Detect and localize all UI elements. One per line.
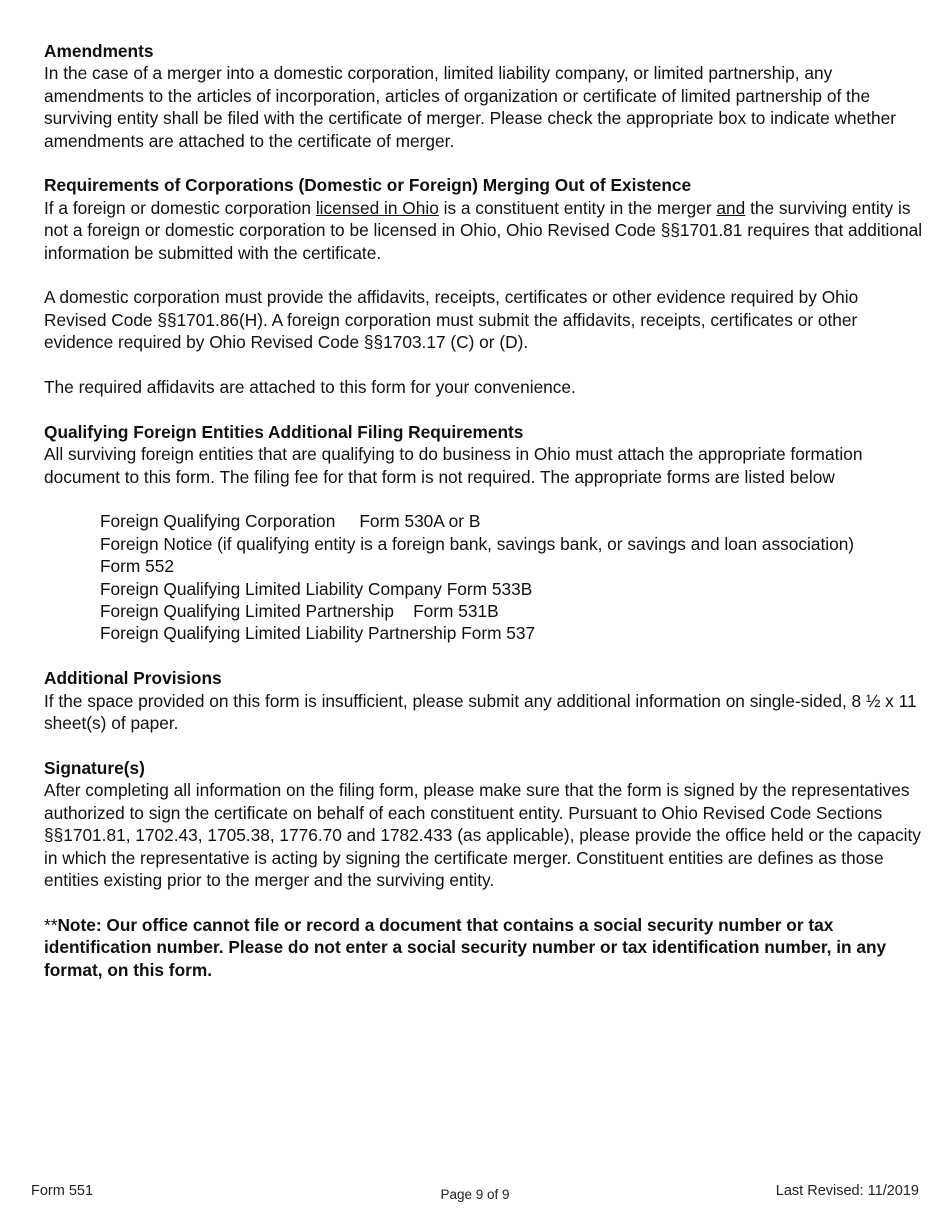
- footer-form-number: Form 551: [31, 1183, 94, 1199]
- requirements-section: [44, 174, 924, 398]
- foreign-forms-list: [44, 510, 924, 644]
- footer-page-number: Page 9 of 9: [440, 1187, 510, 1202]
- foreign-entities-text: All surviving foreign entities that are qualifying to do business in Ohio must attach the appropriate formation document to this form. The filing fee for that form is not required. The appropriate forms are listed below: [44, 444, 863, 487]
- list-item: Foreign Qualifying Limited Liability Company Form 533B: [100, 578, 533, 599]
- note-asterisks: **: [44, 914, 58, 935]
- additional-provisions-section: [44, 667, 924, 734]
- requirements-paragraph-1: If a foreign or domestic corporation licensed in Ohio is a constituent entity in the merger and the surviving entity is not a foreign or domestic corporation to be licensed in Ohio, Ohio Revised Code §§1701.81 requires that additional information be submitted with the certificate.: [44, 197, 923, 263]
- signatures-heading: Signature(s): [44, 757, 145, 778]
- list-item: Foreign Qualifying Limited Partnership Form 531B: [100, 601, 499, 622]
- additional-provisions-heading: Additional Provisions: [44, 668, 222, 689]
- additional-provisions-text: If the space provided on this form is insufficient, please submit any additional information on single-sided, 8 ½ x 11 sheet(s) of paper.: [44, 690, 917, 734]
- list-item: Foreign Qualifying Corporation Form 530A or B: [100, 511, 481, 532]
- list-item: Form 552: [100, 556, 174, 577]
- requirements-paragraph-2: A domestic corporation must provide the affidavits, receipts, certificates or other evidence required by Ohio Revised Code §§1701.86(H). A foreign corporation must submit the affidavits, receipts, certificates or other evidence required by Ohio Revised Code §§1703.17 (C) or (D).: [44, 287, 859, 353]
- requirements-paragraph-3: The required affidavits are attached to this form for your convenience.: [44, 377, 576, 398]
- amendments-text: In the case of a merger into a domestic corporation, limited liability company, or limited partnership, any amendments to the articles of incorporation, articles of organization or certificate of limited partnership of the surviving entity shall be filed with the certificate of merger. Please check the appropriate box to indicate whether amendments are attached to the certificate of merger.: [44, 63, 897, 151]
- list-item: Foreign Qualifying Limited Liability Partnership Form 537: [100, 623, 536, 644]
- signatures-section: [44, 757, 924, 891]
- signatures-text: After completing all information on the filing form, please make sure that the form is signed by the representatives authorized to sign the certificate on behalf of each constituent entity. Pursuant to Ohio Revised Code Sections §§1701.81, 1702.43, 1705.38, 1776.70 and 1782.433 (as applicable), please provide the office held or the capacity in which the representative is acting by signing the certificate merger. Constituent entities are defines as those entities existing prior to the merger and the surviving entity.: [44, 780, 921, 890]
- foreign-entities-section: [44, 421, 924, 645]
- licensed-in-ohio-underline: licensed in Ohio: [315, 197, 439, 218]
- amendments-section: [44, 40, 924, 152]
- amendments-heading: Amendments: [44, 41, 154, 61]
- list-item: Foreign Notice (if qualifying entity is a foreign bank, savings bank, or savings and loan association): [100, 533, 855, 554]
- and-underline: and: [716, 197, 746, 218]
- footer-last-revised: Last Revised: 11/2019: [775, 1183, 919, 1199]
- note-text: Note: Our office cannot file or record a document that contains a social security number or tax identification number. Please do not enter a social security number or tax identification number, in any format, on this form.: [44, 914, 887, 980]
- requirements-heading: Requirements of Corporations (Domestic or Foreign) Merging Out of Existence: [44, 175, 692, 196]
- document-body: [44, 40, 924, 981]
- ssn-note: [44, 914, 924, 981]
- foreign-entities-heading: Qualifying Foreign Entities Additional Filing Requirements: [44, 421, 524, 442]
